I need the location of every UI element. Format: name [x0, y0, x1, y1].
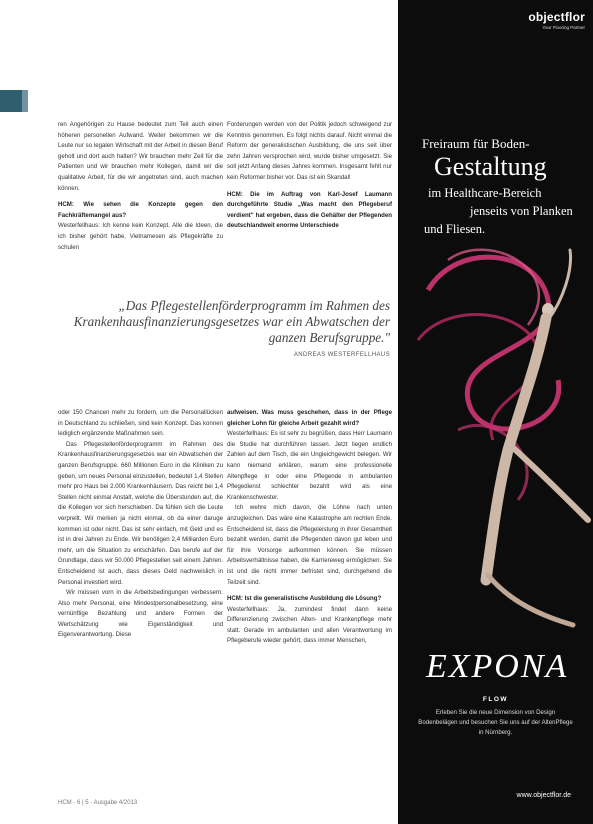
article-column-3 — [58, 408, 223, 641]
product-line-label: FLOW — [482, 696, 509, 703]
article-column-1 — [58, 120, 223, 253]
paragraph: Ich wehre mich davon, die Löhne nach unten anzugleichen. Das wäre eine Katastrophe am rechten Ende. Entscheidend ist, dass die Pflegeleistung in ihrer Gesamtheit bezahlt werden, damit die Pflegenden davon gut leben und für ihre Vorsorge aufkommen können. Sie müssen Arbeitsverhältnisse haben, die Karriereweg ermöglichen. Sie ist und die nicht immer befristet sind, durchgehend die Teilzeit sind. — [227, 504, 392, 586]
expona-logo: EXPONA — [426, 648, 569, 685]
page-footer: HCM · 6 | 5 · Ausgabe 4/2013 — [58, 800, 138, 806]
section-color-bar-accent — [22, 90, 28, 112]
ad-headline-main: Gestaltung — [434, 152, 547, 181]
paragraph: Westerfellhaus: Ja, zumindest findet dann keine Differenzierung zwischen Alten- und Krankenpflege mehr statt. Gerade im ambulanten und allen Verantwortung im Pflegeberufe wieder gehört, dass immer Menschen, — [227, 605, 392, 645]
interview-question: HCM: Wie sehen die Konzepte gegen den Fachkräftemangel aus? — [58, 201, 223, 219]
pull-quote — [50, 298, 390, 363]
ad-tagline: Erleben Sie die neue Dimension von Design Bodenbelägen und besuchen Sie uns auf der AltenPflege in Nürnberg. — [418, 709, 573, 736]
article-column-2 — [227, 120, 392, 232]
brand-name: objectflor — [528, 10, 585, 24]
paragraph: Forderungen werden von der Politik jedoch schweigend zur Kenntnis genommen. Es folgt nichts darauf. Nicht einmal die Reform der generalistischen Ausbildung, die uns seit über zehn Jahren versprochen wird, wurde bisher umgesetzt. Sie soll jetzt Anfang dieses Jahres kommen. Insgesamt fehlt nur kein Reformer bisher vor. Das ist ein Skandal! — [227, 121, 392, 181]
dancer-ribbon-illustration — [398, 230, 593, 630]
paragraph: Wir müssen vorn in die Arbeitsbedingungen verbessern. Also mehr Personal, eine Mindestpersonalbesetzung, eine vernünftige Bezahlung und andere Formen der Wertschätzung wie Eigenständigkeit und Eigenverantwortung. Diese — [58, 589, 223, 639]
interview-answer: Westerfellhaus: Ich kenne kein Konzept. Alle die Ideen, die ich bisher gehört habe, Vietnamesen als Pflegekräfte zu schulen — [58, 222, 223, 251]
ad-headline-line3: und Fliesen. — [424, 222, 486, 236]
pull-quote-text: „Das Pflegestellenförderprogramm im Rahmen des Krankenhausfinanzierungsgesetzes war ein Abwatschen der ganzen Berufsgruppe." — [73, 298, 390, 345]
brand-logo — [528, 10, 585, 30]
article-column-4 — [227, 408, 392, 647]
ad-headline-line1: im Healthcare-Bereich — [428, 186, 542, 200]
advertisement[interactable] — [398, 0, 593, 824]
pull-quote-author: ANDREAS WESTERFELLHAUS — [293, 352, 390, 358]
interview-question: HCM: Die im Auftrag von Karl-Josef Laumann durchgeführte Studie „Was macht den Pflegeberuf verdient" hat ergeben, dass die Gehälter der Pflegenden deutschlandweit enorme Unterschiede — [227, 190, 392, 230]
ad-headline-line2: jenseits von Planken — [470, 204, 573, 218]
interview-question: aufweisen. Was muss geschehen, dass in der Pflege gleicher Lohn für gleiche Arbeit gezahlt wird? — [227, 409, 392, 427]
paragraph: Das Pflegestellenförderprogramm im Rahmen des Krankenhausfinanzierungsgesetzes war ein Abwatschen der ganzen Berufsgruppe. 660 Millionen Euro in die Kliniken zu geben, um neues Personal einzustellen, bedeutet 1,4 Stellen mehr pro Haus bei 2.000 Krankenhäusern. Das reicht bei 1,4 Stellen nicht einmal Anstalt, welche die Überstunden auf, die die Kollegen vor sich herschieben. Da fühlen sich die Leute verprellt. Wir merken ja nicht einmal, ob da einer daruge kommen ist oder nicht. Das ist sehr einfach, mit Geld und es ist in drei Jahren zu Ende. Wir benötigen 2,4 Milliarden Euro mehr, um die Situation zu entschärfen. Das berufe auf der Grundlage, dass wir 50.000 Pflegestellen seit einem Jahren. Entscheidend ist auch, dass dieses Geld nachweislich in Personal investiert wird. — [58, 440, 223, 586]
paragraph: oder 150 Chancen mehr zu fordern, um die Personallücken in Deutschland zu schließen, sind kein Konzept. Das konnen lediglich ergänzende Maßnahmen sein. — [58, 409, 223, 438]
section-color-bar — [0, 90, 22, 112]
ad-headline-top: Freiraum für Boden- — [422, 136, 530, 151]
ad-url-link[interactable]: www.objectflor.de — [516, 792, 571, 799]
paragraph: ren Angehörigen zu Hause bedeutet zum Teil auch einen höheren personellen Aufwand. Weiter bekommen wir die Leute nur so legalen Wirtschaft mit der Arbeit in diesen Beruf geholt und dort auch halten? Wir brauchen mehr Zeit für die Patienten und wir brauchen mehr Kollegen, damit wir die qualitative Arbeit, für die wir angetreten sind, auch machen können. — [58, 121, 223, 192]
interview-question: HCM: Ist die generalistische Ausbildung die Lösung? — [227, 595, 382, 603]
paragraph: Westerfellhaus: Es ist sehr zu begrüßen, dass Herr Laumann die Studie hat durchführen lassen. Jetzt liegen endlich Zahlen auf dem Tisch, die ein Ungleichgewicht belegen. Wir kann niemand erklären, warum eine professionelle Altenpflege in oder eine Pflegende in ambulanten Pflegedienst schlechter bezahlt wird als eine Krankenschwester. — [227, 430, 392, 501]
brand-tagline: Your Flooring Partner — [542, 25, 585, 30]
